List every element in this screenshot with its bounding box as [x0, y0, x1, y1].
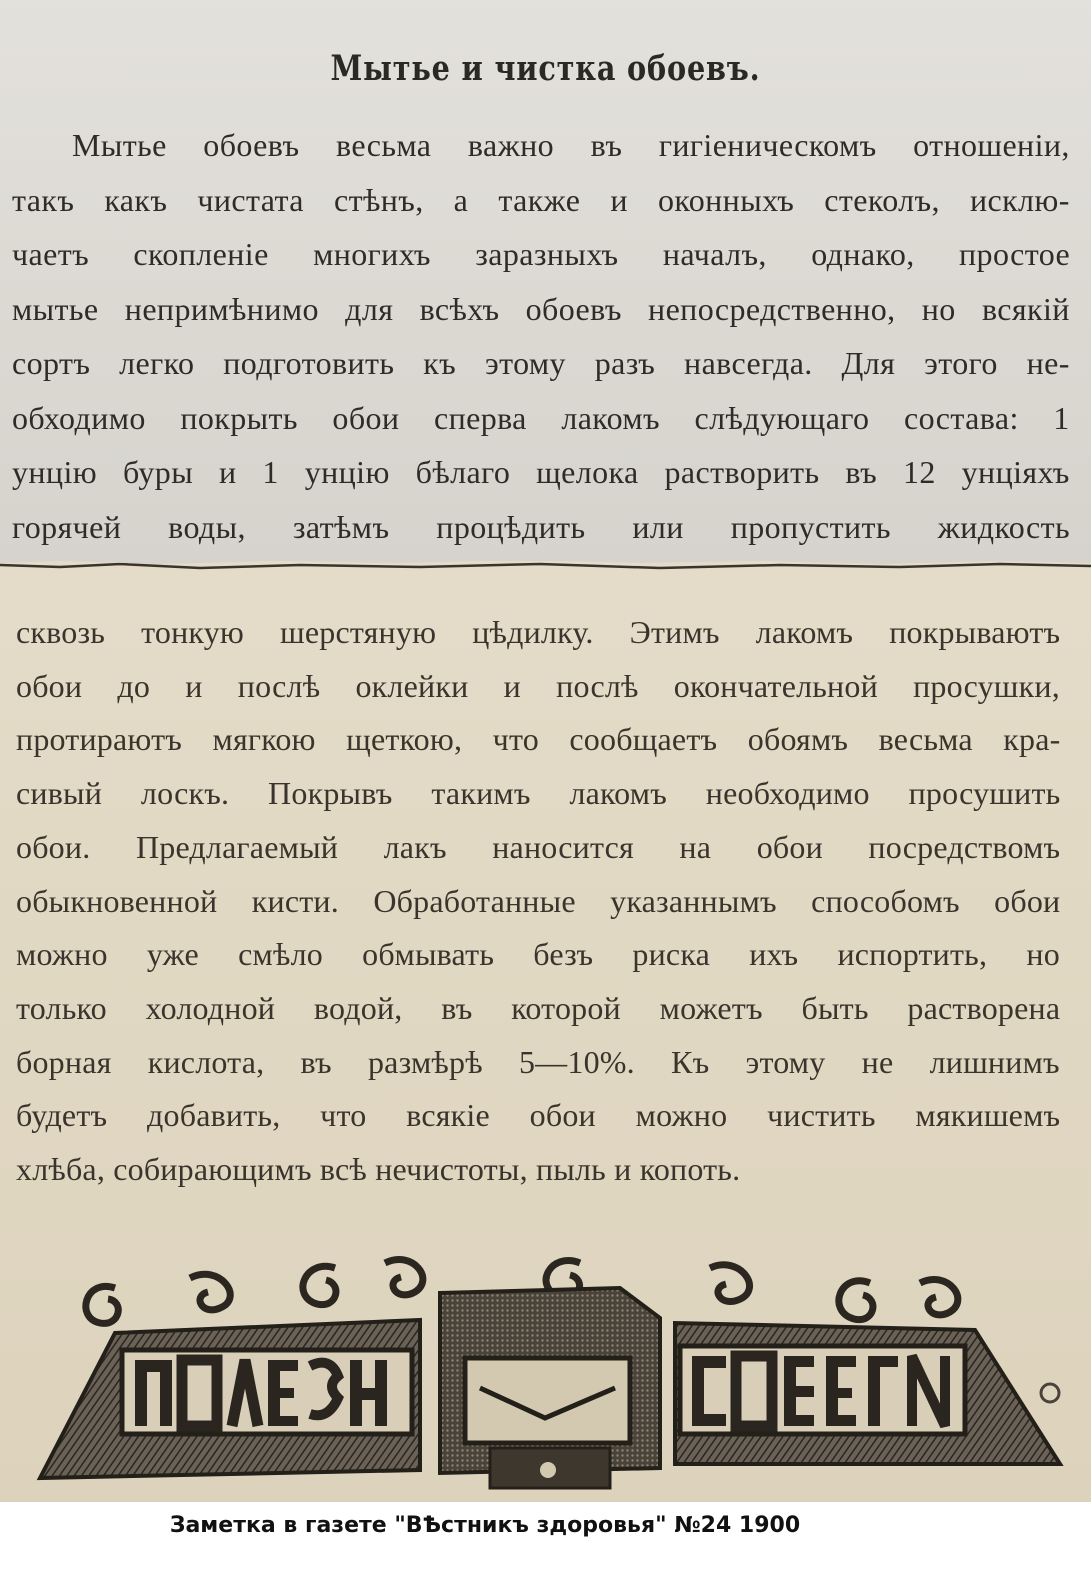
text-line: мытье непримѣнимо для всѣхъ обоевъ непосредственно, но всякій — [12, 290, 1070, 327]
decorative-headpiece-icon — [20, 1238, 1070, 1502]
text-line: будетъ добавить, что всякіе обои можно чистить мякишемъ — [16, 1097, 1061, 1134]
text-line: можно уже смѣло обмывать безъ риска ихъ испортить, но — [16, 936, 1060, 973]
text-line: борная кислота, въ размѣрѣ 5—10%. Къ этому не лишнимъ — [16, 1043, 1060, 1080]
text-line: такъ какъ чистата стѣнъ, а также и оконныхъ стеколъ, исклю- — [12, 181, 1070, 218]
text-line: горячей воды, затѣмъ процѣдить или пропустить жидкость — [12, 508, 1070, 545]
text-line: обои до и послѣ оклейки и послѣ окончательной просушки, — [16, 667, 1060, 704]
text-line: сортъ легко подготовить къ этому разъ навсегда. Для этого не- — [12, 345, 1070, 381]
article-text-top — [12, 118, 1070, 554]
text-line: только холодной водой, въ которой можетъ быть растворена — [16, 989, 1061, 1026]
text-line: хлѣба, собирающимъ всѣ нечистоты, пыль и копоть. — [16, 1151, 741, 1188]
torn-edge-divider — [0, 555, 1091, 581]
text-line: сивый лоскъ. Покрывъ такимъ лакомъ необходимо просушить — [16, 775, 1061, 812]
image-caption: Заметка в газете "ВѢстникъ здоровья" №24 1900 — [169, 1513, 801, 1538]
text-line: унцію буры и 1 унцію бѣлаго щелока растворить въ 12 унціяхъ — [12, 454, 1070, 490]
text-line: чаетъ скопленіе многихъ заразныхъ началъ, однако, простое — [12, 236, 1071, 272]
text-line: обходимо покрыть обои сперва лакомъ слѣдующаго состава: 1 — [12, 399, 1070, 436]
text-line: протираютъ мягкою щеткою, что сообщаетъ обоямъ весьма кра- — [16, 721, 1061, 758]
text-line: обыкновенной кисти. Обработанные указаннымъ способомъ обои — [16, 882, 1061, 919]
text-line: сквозь тонкую шерстяную цѣдилку. Этимъ лакомъ покрываютъ — [16, 614, 1061, 650]
article-title: Мытье и чистка обоевъ. — [330, 48, 761, 89]
article-text-bottom — [16, 606, 1060, 1197]
text-line: Мытье обоевъ весьма важно въ гигіеническомъ отношеніи, — [72, 127, 1070, 163]
scan-fragment-bottom — [0, 570, 1091, 1502]
text-line: обои. Предлагаемый лакъ наносится на обои посредствомъ — [16, 828, 1061, 865]
scan-fragment-top — [0, 0, 1091, 565]
